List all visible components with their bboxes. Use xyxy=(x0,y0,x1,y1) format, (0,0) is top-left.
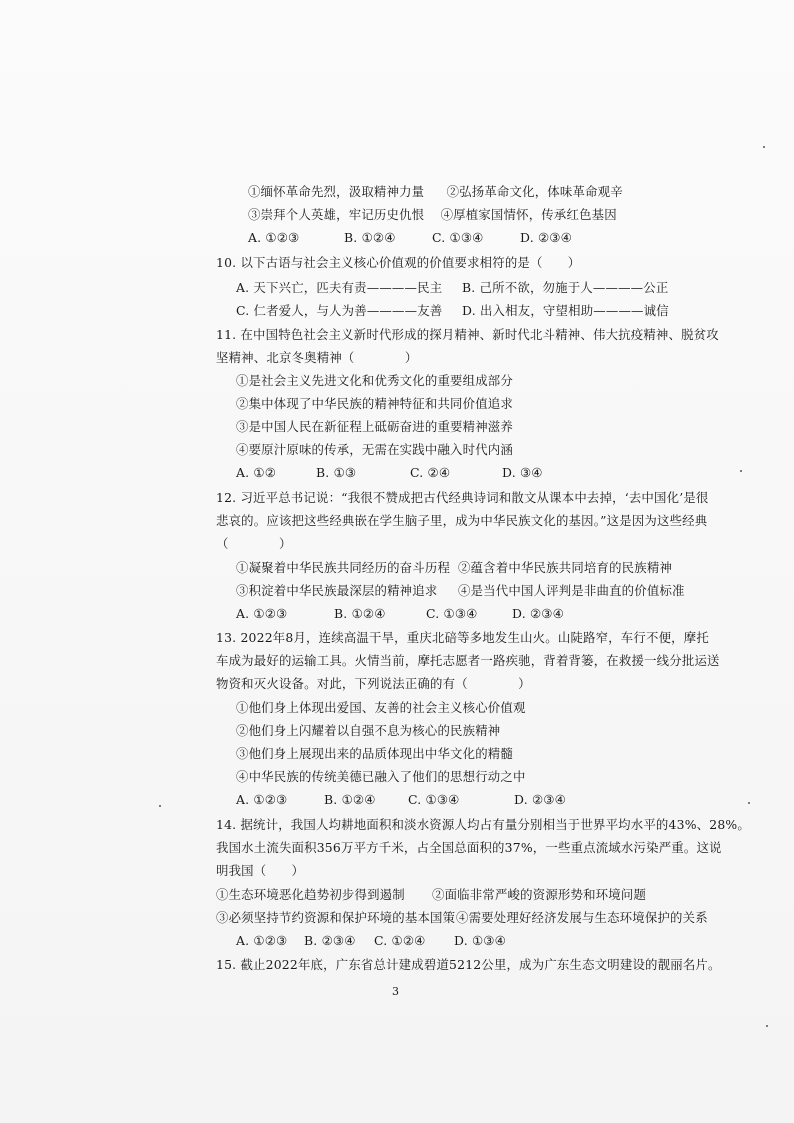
q9-item-row-1 xyxy=(248,184,623,200)
q10-option-a: A. 天下兴亡，匹夫有责————民主 xyxy=(236,280,443,295)
q12-stem-line-1: 12. 习近平总书记说：“我很不赞成把古代经典诗词和散文从课本中去掉，‘去中国化’是很 xyxy=(216,490,709,505)
q15-stem: 15. 截止2022年底，广东省总计建成碧道5212公里，成为广东生态文明建设的靓丽名片。 xyxy=(216,957,721,972)
q9-item-3: ③崇拜个人英雄，牢记历史仇恨 xyxy=(248,207,425,222)
q13-item-4: ④中华民族的传统美德已融入了他们的思想行动之中 xyxy=(236,769,526,784)
q14-stem-line-1: 14. 据统计，我国人均耕地面积和淡水资源人均占有量分别相当于世界平均水平的43%、28%。 xyxy=(216,817,750,832)
q11-item-2: ②集中体现了中华民族的精神特征和共同价值追求 xyxy=(236,396,513,411)
q13-option-a: A. ①②③ xyxy=(236,792,288,807)
q9-option-d: D. ②③④ xyxy=(520,230,572,245)
q12-item-4: ④是当代中国人评判是非曲直的价值标准 xyxy=(458,583,685,598)
q11-option-c: C. ②④ xyxy=(410,465,451,480)
page-number: 3 xyxy=(392,985,399,998)
q12-option-a: A. ①②③ xyxy=(236,606,288,621)
q10-option-b: B. 己所不欲，勿施于人————公正 xyxy=(462,280,669,295)
q12-option-c: C. ①③④ xyxy=(426,606,478,621)
q9-option-c: C. ①③④ xyxy=(432,230,484,245)
q14-option-b: B. ②③④ xyxy=(304,933,356,948)
q14-item-2: ②面临非常严峻的资源形势和环境问题 xyxy=(432,887,647,902)
q12-stem-line-3: （ ） xyxy=(216,536,292,551)
q13-option-b: B. ①②④ xyxy=(324,792,376,807)
q14-item-3: ③必须坚持节约资源和保护环境的基本国策 xyxy=(216,910,456,925)
q11-item-4: ④要原汁原味的传承，无需在实践中融入时代内涵 xyxy=(236,442,513,457)
q11-option-d: D. ③④ xyxy=(502,465,543,480)
q13-stem-line-3: 物资和灭火设备。对此，下列说法正确的有（ ） xyxy=(216,676,531,691)
q14-item-1: ①生态环境恶化趋势初步得到遏制 xyxy=(216,887,405,902)
q11-option-b: B. ①③ xyxy=(316,465,357,480)
scan-speck xyxy=(740,470,742,472)
q10-option-d: D. 出入相友，守望相助————诚信 xyxy=(462,303,669,318)
q14-option-a: A. ①②③ xyxy=(236,933,288,948)
q9-item-2: ②弘扬革命文化，体味革命观辛 xyxy=(446,184,623,199)
q13-item-1: ①他们身上体现出爱国、友善的社会主义核心价值观 xyxy=(236,700,526,715)
q13-option-c: C. ①③④ xyxy=(408,792,460,807)
q12-item-3: ③积淀着中华民族最深层的精神追求 xyxy=(236,583,438,598)
q12-stem-line-2: 悲哀的。应该把这些经典嵌在学生脑子里，成为中华民族文化的基因。”这是因为这些经典 xyxy=(216,513,708,528)
q13-item-2: ②他们身上闪耀着以自强不息为核心的民族精神 xyxy=(236,723,501,738)
q13-option-d: D. ②③④ xyxy=(514,792,566,807)
scan-speck xyxy=(159,805,161,807)
q11-option-a: A. ①② xyxy=(236,465,277,480)
q11-stem-line-2: 坚精神、北京冬奥精神（ ） xyxy=(216,350,418,365)
q13-stem-line-1: 13. 2022年8月，连续高温干旱，重庆北碚等多地发生山火。山陡路窄，车行不便，摩托 xyxy=(216,630,709,645)
scan-speck xyxy=(766,1025,768,1027)
q11-item-1: ①是社会主义先进文化和优秀文化的重要组成部分 xyxy=(236,373,513,388)
q14-option-c: C. ①②④ xyxy=(374,933,426,948)
q12-option-b: B. ①②④ xyxy=(334,606,386,621)
q13-item-3: ③他们身上展现出来的品质体现出中华文化的精髓 xyxy=(236,746,513,761)
q13-stem-line-2: 车成为最好的运输工具。火情当前，摩托志愿者一路疾驰，背着背篓，在救援一线分批运送 xyxy=(216,653,720,668)
q14-stem-line-3: 明我国（ ） xyxy=(216,863,305,878)
q11-stem-line-1: 11. 在中国特色社会主义新时代形成的探月精神、新时代北斗精神、伟大抗疫精神、脱贫攻 xyxy=(216,327,719,342)
scan-speck xyxy=(763,146,765,148)
q9-item-4: ④厚植家国情怀，传承红色基因 xyxy=(440,207,617,222)
q12-option-d: D. ②③④ xyxy=(512,606,564,621)
scan-speck xyxy=(748,802,750,804)
q10-stem: 10. 以下古语与社会主义核心价值观的价值要求相符的是（ ） xyxy=(216,255,581,270)
q9-item-1: ①缅怀革命先烈，汲取精神力量 xyxy=(248,184,425,199)
q12-item-1: ①凝聚着中华民族共同经历的奋斗历程 xyxy=(236,560,451,575)
q14-item-4: ④需要处理好经济发展与生态环境保护的关系 xyxy=(456,910,708,925)
q9-option-b: B. ①②④ xyxy=(344,230,396,245)
q12-item-2: ②蕴含着中华民族共同培育的民族精神 xyxy=(458,560,673,575)
q11-item-3: ③是中国人民在新征程上砥砺奋进的重要精神滋养 xyxy=(236,419,513,434)
q10-option-c: C. 仁者爱人，与人为善————友善 xyxy=(236,303,443,318)
q9-option-a: A. ①②③ xyxy=(248,230,300,245)
q14-option-d: D. ①③④ xyxy=(454,933,506,948)
q9-item-row-2 xyxy=(248,207,617,223)
q14-stem-line-2: 我国水土流失面积356万平方千米，占全国总面积的37%，一些重点流域水污染严重。这说 xyxy=(216,840,722,855)
